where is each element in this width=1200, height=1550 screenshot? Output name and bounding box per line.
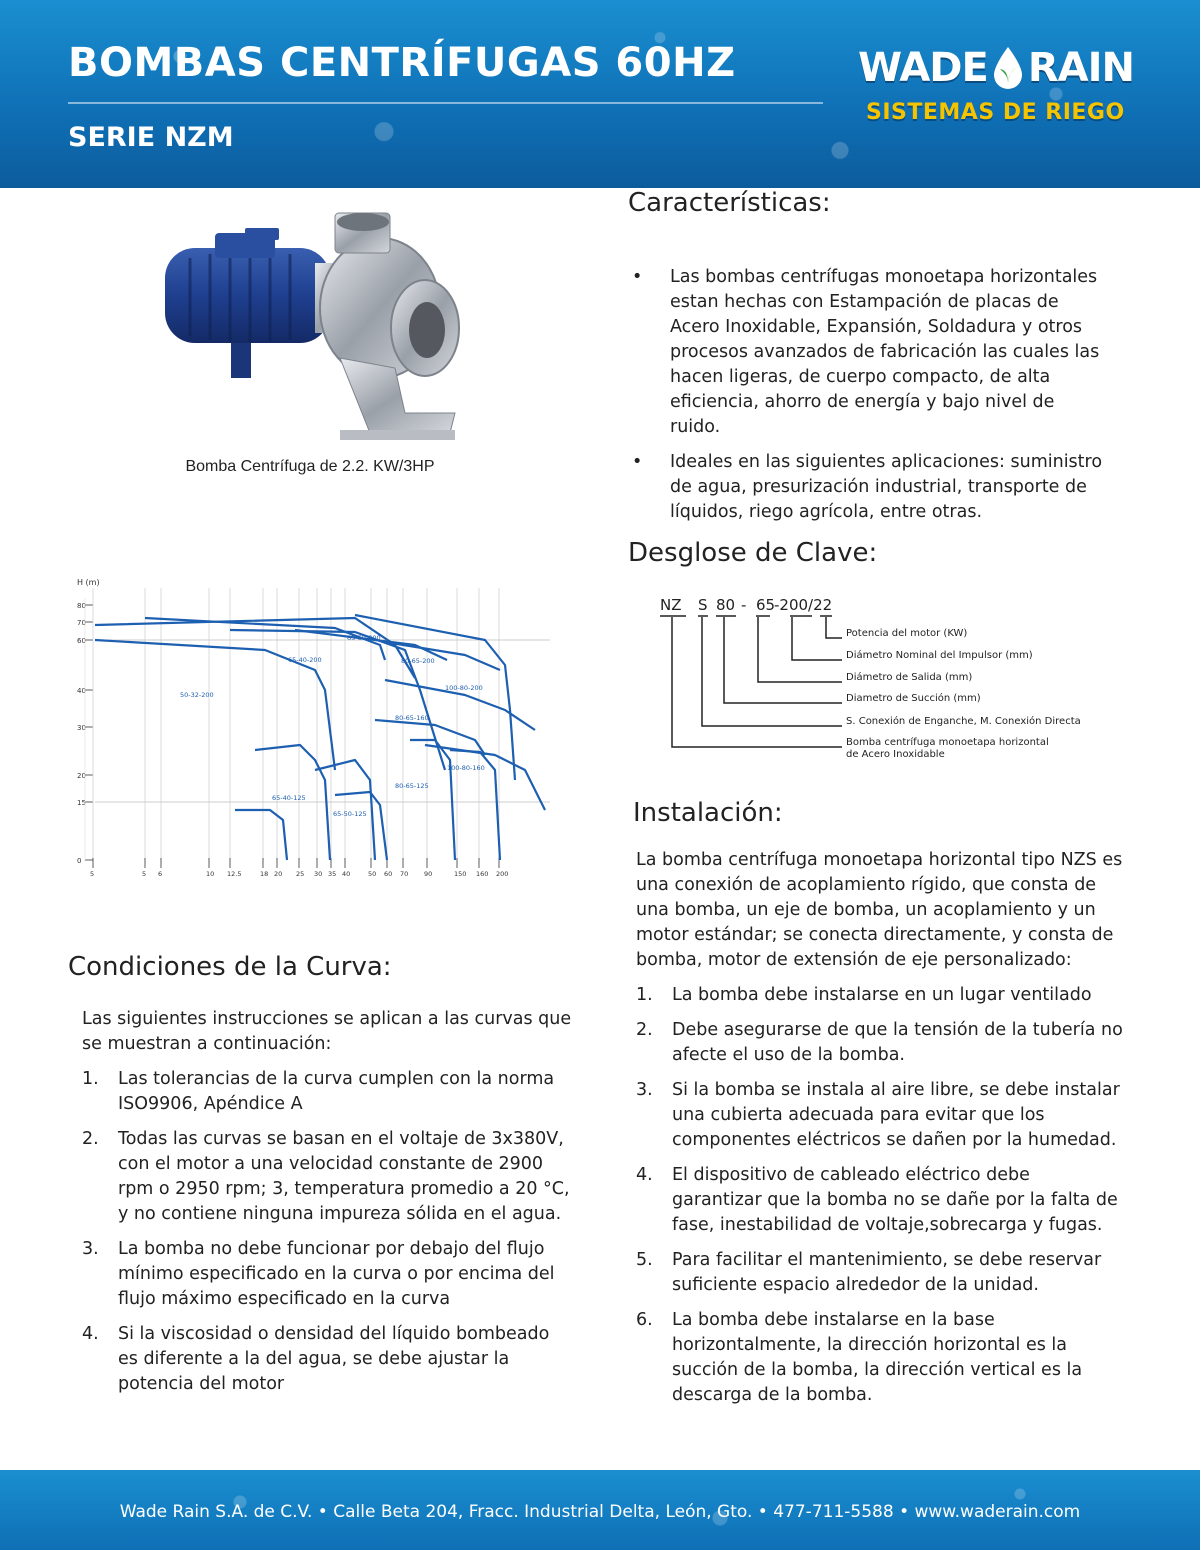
key-connector xyxy=(758,617,842,682)
x-tick-label: 18 xyxy=(260,870,269,878)
installation-intro: La bomba centrífuga monoetapa horizontal tipo NZS es una conexión de acoplamiento rígido, que consta de una bomba, un eje de bomba, un acoplamiento y un motor estándar; se conecta directamente, y consta de bomba, motor de extensión de eje personalizado: xyxy=(636,850,1123,970)
y-tick-label: 80 xyxy=(77,602,86,610)
key-code-part: - xyxy=(741,596,747,614)
y-tick-label: 30 xyxy=(77,724,86,732)
y-tick-label: 20 xyxy=(77,772,86,780)
x-tick-label: 5 xyxy=(142,870,147,878)
key-connector xyxy=(702,617,842,726)
curve-condition-item-text: Si la viscosidad o densidad del líquido bombeado es diferente a la del agua, se debe ajustar la potencia del motor xyxy=(118,1324,550,1394)
curve-condition-item-number: 2. xyxy=(82,1129,99,1149)
installation-step-item-number: 6. xyxy=(636,1310,653,1330)
installation-step-item xyxy=(636,983,1124,1008)
features-section xyxy=(628,265,1108,535)
x-tick-label: 160 xyxy=(476,870,489,878)
key-connector xyxy=(826,617,842,638)
installation-step-item-text: La bomba debe instalarse en un lugar ventilado xyxy=(672,985,1092,1005)
curve-conditions-intro: Las siguientes instrucciones se aplican a las curvas que se muestran a continuación: xyxy=(82,1009,572,1054)
curve-conditions-section xyxy=(82,1007,572,1407)
curve-label: 65-50-125 xyxy=(333,810,367,818)
x-tick-label: 30 xyxy=(314,870,323,878)
installation-step-item-text: El dispositivo de cableado eléctrico debe garantizar que la bomba no se dañe por la falta de fase, inestabilidad de voltaje,sobrecarga y fugas. xyxy=(672,1165,1118,1235)
x-tick-label: 6 xyxy=(158,870,163,878)
logo-word-right: RAIN xyxy=(1027,45,1134,91)
y-tick-label: 0 xyxy=(77,857,82,865)
key-heading: Desglose de Clave: xyxy=(628,538,878,568)
x-tick-label: 20 xyxy=(274,870,283,878)
key-code-part: 80 xyxy=(716,596,736,614)
curve-label: 100-80-200 xyxy=(445,684,483,692)
features-heading: Características: xyxy=(628,188,831,218)
curve-label: 65-40-125 xyxy=(272,794,306,802)
curve-label: 100-80-160 xyxy=(447,764,485,772)
x-tick-label: 150 xyxy=(454,870,467,878)
installation-section xyxy=(636,848,1124,1418)
key-label: Potencia del motor (KW) xyxy=(846,628,968,639)
curve-condition-item xyxy=(82,1067,572,1117)
key-label: de Acero Inoxidable xyxy=(846,749,945,760)
key-label: Diámetro Nominal del Impulsor (mm) xyxy=(846,650,1033,661)
curve-label: 65-50-200 xyxy=(347,634,381,642)
installation-step-item xyxy=(636,1163,1124,1238)
pump-curve xyxy=(95,618,415,678)
pump-curve xyxy=(375,720,485,755)
performance-curve-chart xyxy=(55,570,555,890)
x-tick-label: 25 xyxy=(296,870,305,878)
installation-step-item xyxy=(636,1018,1124,1068)
x-tick-label: 5 xyxy=(90,870,95,878)
curve-condition-item-number: 3. xyxy=(82,1239,99,1259)
x-tick-label: 40 xyxy=(342,870,351,878)
y-tick-label: 40 xyxy=(77,687,86,695)
logo-tagline: SISTEMAS DE RIEGO xyxy=(866,100,1125,125)
pump-curve xyxy=(235,810,287,860)
x-tick-label: 90 xyxy=(424,870,433,878)
installation-step-item-number: 2. xyxy=(636,1020,653,1040)
curve-label: 50-32-200 xyxy=(180,691,214,699)
key-code-part: -200/22 xyxy=(774,596,833,614)
page-title: BOMBAS CENTRÍFUGAS 60HZ xyxy=(68,40,736,86)
key-code-part: NZ xyxy=(660,596,682,614)
key-code-part: S xyxy=(698,596,708,614)
key-label: S. Conexión de Enganche, M. Conexión Directa xyxy=(846,716,1081,727)
features-list xyxy=(628,265,1108,525)
y-tick-label: 70 xyxy=(77,619,86,627)
water-drop-icon xyxy=(990,45,1026,91)
curve-condition-item-text: Todas las curvas se basan en el voltaje de 3x380V, con el motor a una velocidad constante de 2900 rpm o 2950 rpm; 3, temperatura promedio a 20 °C, y no contiene ninguna impureza sólida en el agua. xyxy=(118,1129,570,1224)
curve-label: 65-40-200 xyxy=(288,656,322,664)
footer-contact[interactable]: Wade Rain S.A. de C.V. • Calle Beta 204, Fracc. Industrial Delta, León, Gto. • 477-711-5588 • www.waderain.com xyxy=(119,1502,1081,1522)
curve-label: 80-65-160 xyxy=(395,714,429,722)
pump-curve xyxy=(410,740,455,860)
title-divider xyxy=(68,102,823,104)
x-tick-label: 200 xyxy=(496,870,509,878)
y-axis-label: H (m) xyxy=(77,578,100,587)
curve-condition-item-number: 1. xyxy=(82,1069,99,1089)
page-subtitle: SERIE NZM xyxy=(68,122,234,153)
key-label: Diámetro de Salida (mm) xyxy=(846,672,973,683)
installation-step-item-text: Para facilitar el mantenimiento, se debe reservar suficiente espacio alrededor de la unidad. xyxy=(672,1250,1102,1295)
installation-heading: Instalación: xyxy=(633,798,783,828)
curve-condition-item-number: 4. xyxy=(82,1324,99,1344)
model-key-diagram xyxy=(640,590,1100,770)
curve-conditions-heading: Condiciones de la Curva: xyxy=(68,952,392,982)
installation-step-item-number: 3. xyxy=(636,1080,653,1100)
pump-curve xyxy=(255,745,330,860)
x-tick-label: 12.5 xyxy=(227,870,242,878)
centrifugal-pump-image xyxy=(155,208,465,453)
y-tick-label: 60 xyxy=(77,637,86,645)
y-tick-label: 15 xyxy=(77,799,86,807)
wade-rain-logo[interactable] xyxy=(858,42,1148,137)
installation-step-item-number: 5. xyxy=(636,1250,653,1270)
installation-step-item xyxy=(636,1248,1124,1298)
x-tick-label: 50 xyxy=(368,870,377,878)
installation-step-item xyxy=(636,1308,1124,1408)
curve-condition-item xyxy=(82,1322,572,1397)
feature-item: • Las bombas centrífugas monoetapa horizontales estan hechas con Estampación de placas de Acero Inoxidable, Expansión, Soldadura y otros procesos avanzados de fabricación las cuales las hacen ligeras, de cuerpo compacto, de alta eficiencia, ahorro de energía y bajo nivel de ruido. xyxy=(628,265,1108,440)
x-tick-label: 35 xyxy=(328,870,337,878)
curve-label: 80-65-200 xyxy=(401,657,435,665)
key-label: Bomba centrífuga monoetapa horizontal xyxy=(846,737,1049,748)
x-tick-label: 70 xyxy=(400,870,409,878)
installation-step-item-text: Debe asegurarse de que la tensión de la tubería no afecte el uso de la bomba. xyxy=(672,1020,1123,1065)
pump-caption: Bomba Centrífuga de 2.2. KW/3HP xyxy=(185,458,435,475)
feature-item: • Ideales en las siguientes aplicaciones: suministro de agua, presurización industrial, transporte de líquidos, riego agrícola, entre otras. xyxy=(628,450,1108,525)
footer-banner xyxy=(0,1470,1200,1550)
curve-conditions-list xyxy=(82,1067,572,1397)
curve-condition-item xyxy=(82,1237,572,1312)
installation-list xyxy=(636,983,1124,1408)
header-banner xyxy=(0,0,1200,188)
logo-word-left: WADE xyxy=(858,45,988,91)
x-tick-label: 60 xyxy=(384,870,393,878)
key-code-part: 65 xyxy=(756,596,776,614)
installation-step-item-number: 4. xyxy=(636,1165,653,1185)
installation-step-item-text: Si la bomba se instala al aire libre, se debe instalar una cubierta adecuada para evitar que los componentes eléctricos se dañen por la humedad. xyxy=(672,1080,1120,1150)
installation-step-item-text: La bomba debe instalarse en la base horizontalmente, la dirección horizontal es la succión de la bomba, la dirección vertical es la descarga de la bomba. xyxy=(672,1310,1083,1405)
curve-condition-item xyxy=(82,1127,572,1227)
installation-step-item-number: 1. xyxy=(636,985,653,1005)
curve-condition-item-text: La bomba no debe funcionar por debajo del flujo mínimo especificado en la curva o por encima del flujo máximo especificado en la curva xyxy=(118,1239,555,1309)
curve-condition-item-text: Las tolerancias de la curva cumplen con la norma ISO9906, Apéndice A xyxy=(118,1069,555,1114)
installation-step-item xyxy=(636,1078,1124,1153)
x-tick-label: 10 xyxy=(206,870,215,878)
curve-label: 80-65-125 xyxy=(395,782,429,790)
key-label: Diametro de Succión (mm) xyxy=(846,693,981,704)
